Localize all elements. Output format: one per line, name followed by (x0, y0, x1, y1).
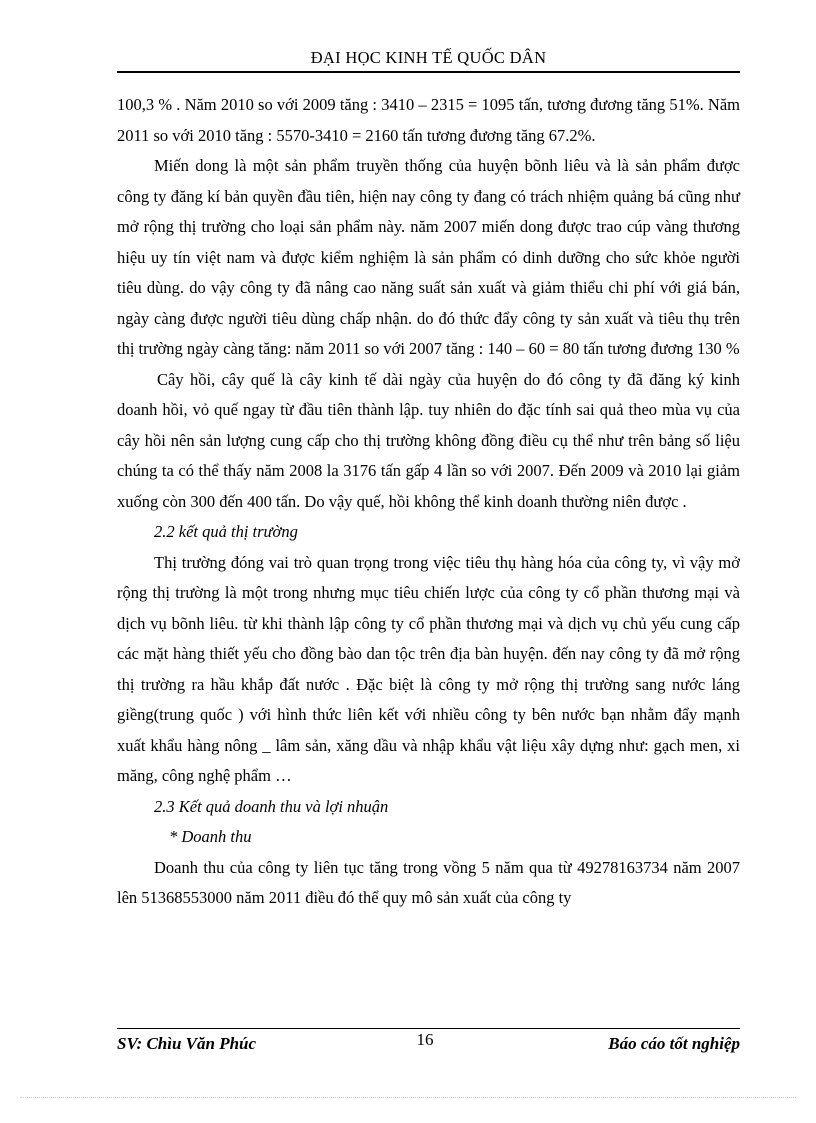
paragraph-hoi-que: Cây hồi, cây quế là cây kinh tế dài ngày của huyện do đó công ty đã đăng ký kinh doanh hồi, vỏ quế ngay từ đầu tiên thành lập. tuy nhiên do đặc tính sai quả theo mùa vụ của cây hồi nên sản lượng cung cấp cho thị trường không đồng điều cụ thể như trên bảng số liệu chúng ta có thể thấy năm 2008 la 3176 tấn gấp 4 lần so với 2007. Đến 2009 và 2010 lại giảm xuống còn 300 đến 400 tấn. Do vậy quế, hồi không thể kinh doanh thường niên được . (117, 369, 740, 511)
header-divider (117, 71, 740, 73)
footer-divider (117, 1028, 740, 1029)
subheading-revenue: * Doanh thu (169, 827, 252, 846)
section-heading-market-results: 2.2 kết quả thị trường (154, 522, 298, 541)
section-heading-revenue-profit: 2.3 Kết quả doanh thu và lợi nhuận (154, 796, 389, 816)
paragraph-market: Thị trường đóng vai trò quan trọng trong việc tiêu thụ hàng hóa của công ty, vì vậy mở rộng thị trường là một trong nhưng mục tiêu chiến lược của công ty cổ phần thương mại và dịch vụ bõnh liêu. từ khi thành lập công ty cổ phần thương mại và dịch vụ chủ yếu cung cấp các mặt hàng thiết yếu cho đồng bào dan tộc trên địa bàn huyện. đến nay công ty đã mở rộng thị trường ra hầu khắp đất nước . Đặc biệt là công ty mở rộng thị trường sang nước láng giềng(trung quốc ) với hình thức liên kết với nhiều công ty bên nước bạn nhằm đẩy mạnh xuất khẩu hàng nông _ lâm sản, xăng dầu và nhập khẩu vật liệu xây dựng như: gạch men, xi măng, công nghệ phẩm … (117, 552, 740, 785)
document-body (117, 90, 740, 914)
paragraph-mien-dong: Miến dong là một sản phẩm truyền thống của huyện bõnh liêu và là sản phẩm được công ty đăng kí bản quyền đầu tiên, hiện nay công ty đang có trách nhiệm quảng bá cũng như mở rộng thị trường cho loại sản phẩm này. năm 2007 miến dong được trao cúp vàng thương hiệu uy tín việt nam và được kiểm nghiệm là sản phẩm có dinh dưỡng cho sức khỏe người tiêu dùng. do vậy công ty đã nâng cao năng suất sản xuất và giảm thiểu chi phí với giá bán, ngày càng được người tiêu dùng chấp nhận. do đó thức đẩy công ty sản xuất và tiêu thụ trên thị trường ngày càng tăng: năm 2011 so với 2007 tăng : 140 – 60 = 80 tấn tương đương 130 % (117, 156, 740, 358)
page-bottom-dotted-border (20, 1097, 796, 1098)
footer-student-name: SV: Chìu Văn Phúc (117, 1034, 257, 1053)
page-number: 16 (416, 1030, 434, 1049)
paragraph-revenue: Doanh thu của công ty liên tục tăng trong vồng 5 năm qua từ 49278163734 năm 2007 lên 51368553000 năm 2011 điều đó thể quy mô sản xuất của công ty (117, 857, 740, 907)
page-header-title: ĐẠI HỌC KINH TẾ QUỐC DÂN (310, 48, 547, 67)
paragraph-production-growth: 100,3 % . Năm 2010 so với 2009 tăng : 3410 – 2315 = 1095 tấn, tương đương tăng 51%. Năm 2011 so với 2010 tăng : 5570-3410 = 2160 tấn tương đương tăng 67.2%. (117, 95, 740, 145)
footer-report-title: Báo cáo tốt nghiệp (608, 1034, 740, 1053)
